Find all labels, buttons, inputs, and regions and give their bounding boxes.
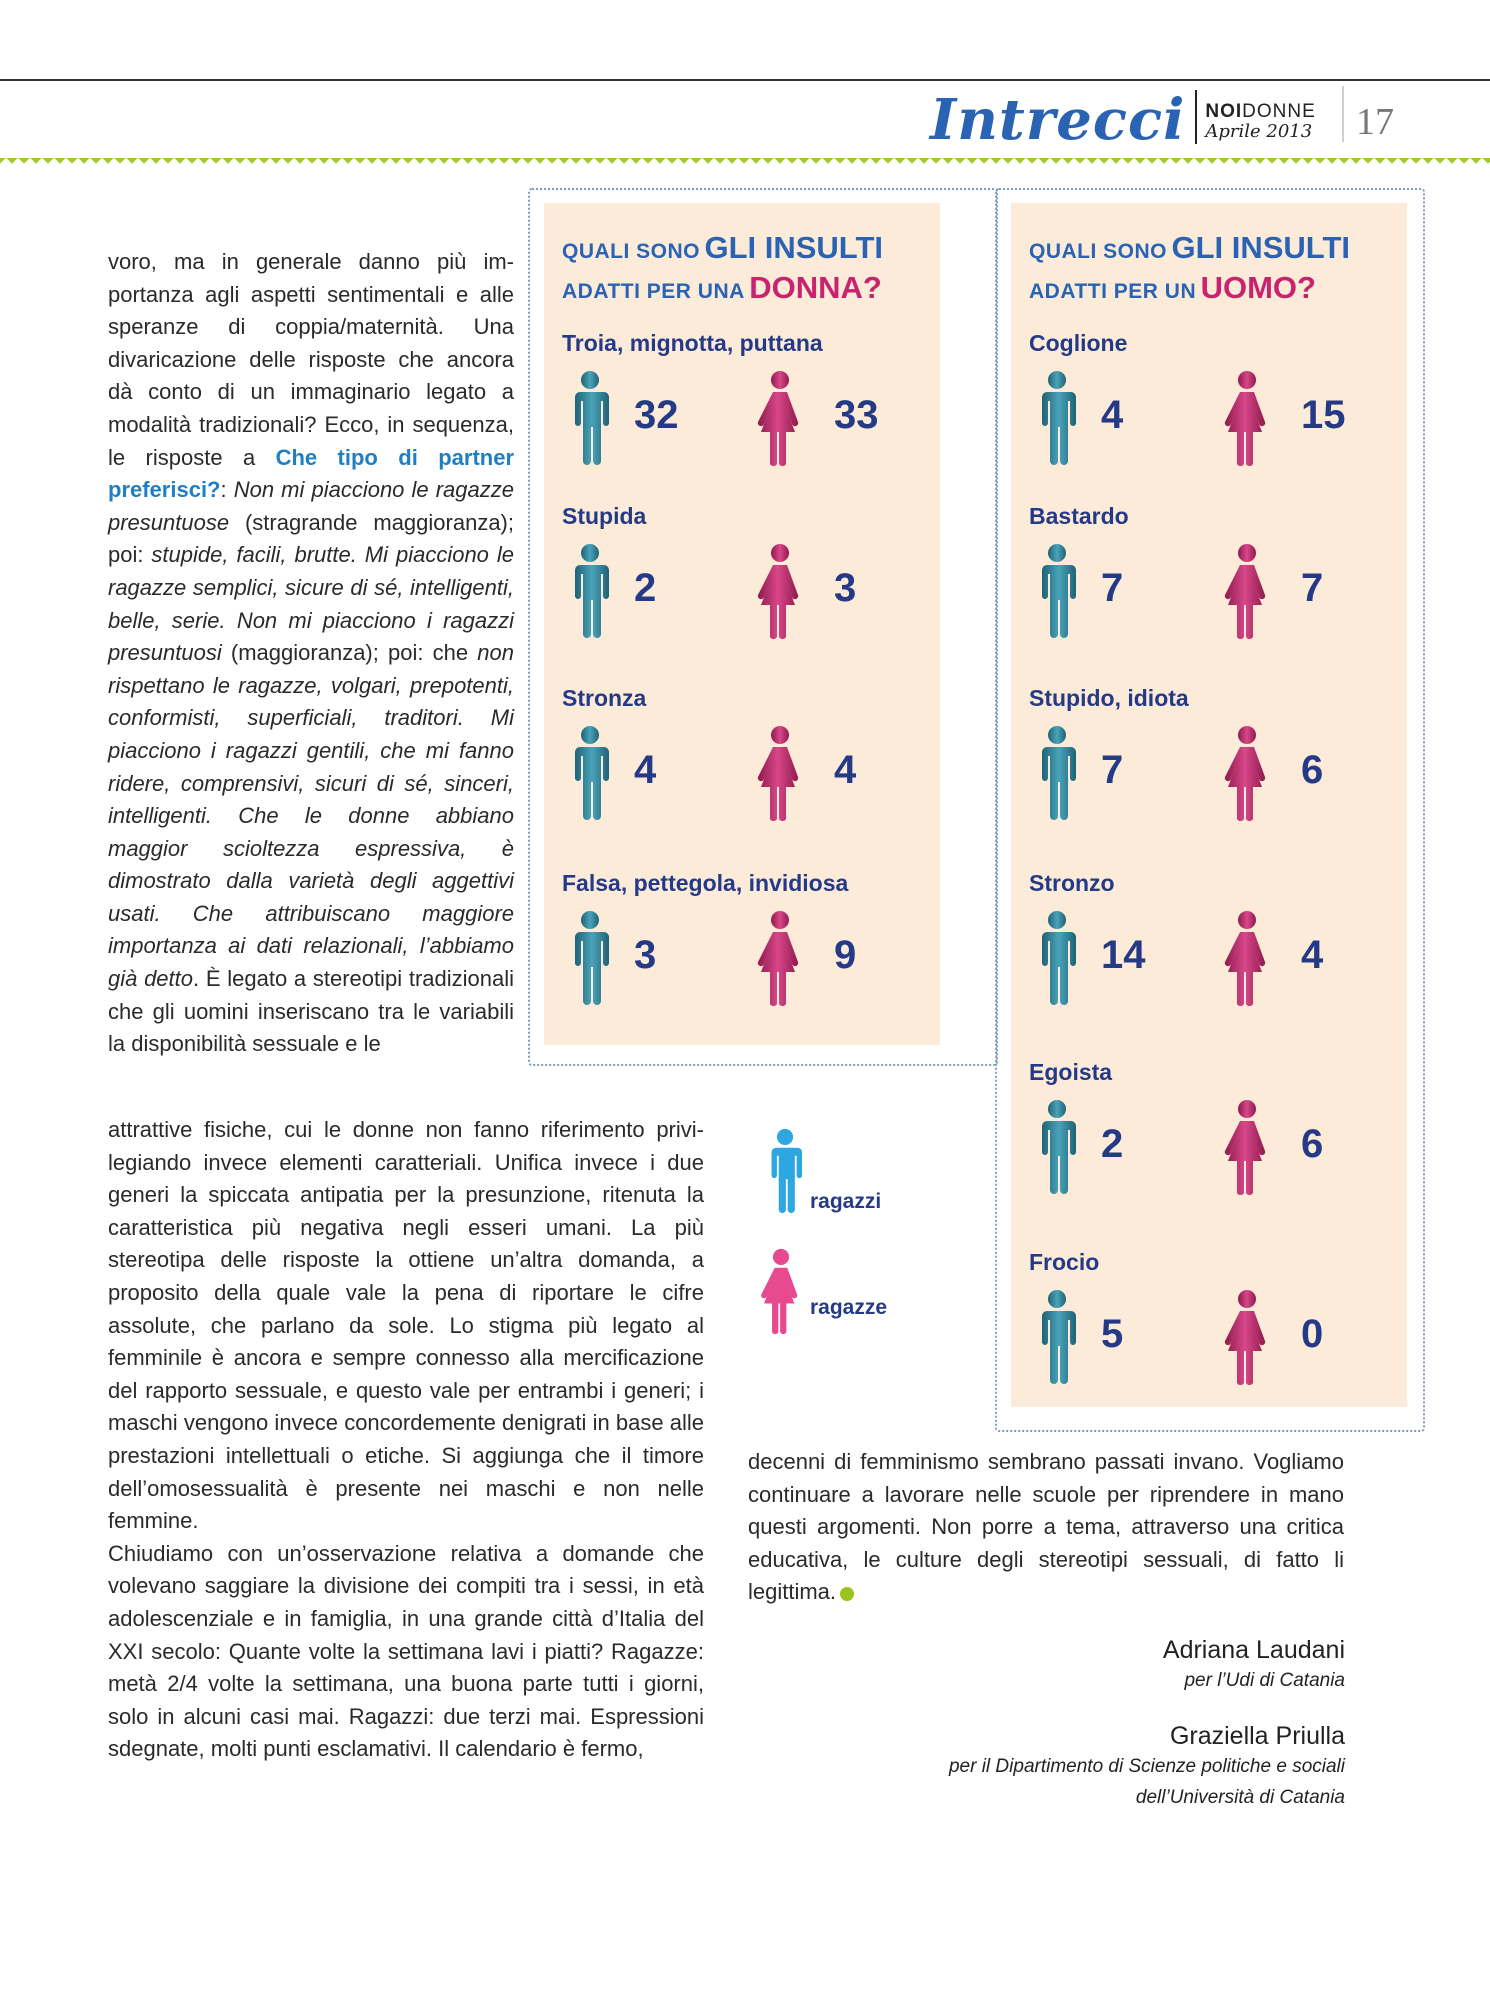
male-count: 7: [1101, 566, 1124, 610]
quoted-answer: Non mi piacciono le ragazze presuntuose: [108, 477, 514, 535]
male-figure-icon: [1031, 370, 1083, 466]
male-figure-icon: [1031, 543, 1083, 639]
female-count: 33: [834, 393, 879, 437]
male-count: 2: [634, 566, 657, 610]
legend-female-icon: [756, 1248, 806, 1334]
female-figure-icon: [1221, 1289, 1273, 1385]
article-column-1: [108, 246, 514, 1061]
male-count: 32: [634, 393, 679, 437]
male-figure-icon: [564, 910, 616, 1006]
female-figure-icon: [1221, 910, 1273, 1006]
insult-label: Coglione: [1029, 330, 1128, 356]
male-count: 3: [634, 933, 657, 977]
female-count: 7: [1301, 566, 1324, 610]
article-column-2-end: [748, 1446, 1344, 1609]
female-count: 6: [1301, 748, 1324, 792]
male-count: 4: [634, 748, 657, 792]
article-text: :: [220, 477, 234, 503]
female-count: 4: [1301, 933, 1324, 977]
insult-label: Bastardo: [1029, 503, 1129, 529]
male-figure-icon: [1031, 725, 1083, 821]
header-rule: [0, 79, 1490, 81]
article-column-1-lower: [108, 1114, 704, 1766]
male-count: 14: [1101, 933, 1146, 977]
insult-label: Frocio: [1029, 1249, 1100, 1275]
female-figure-icon: [754, 370, 806, 466]
male-figure-icon: [1031, 1099, 1083, 1195]
legend-male-label: ragazzi: [810, 1190, 882, 1213]
insult-label: Egoista: [1029, 1059, 1113, 1085]
article-paragraph: Chiudiamo con un’osservazione relativa a domande che volevano saggiare la divisione dei compiti tra i sessi, in età adolescenziale e in famiglia, in una grande città d’Italia del XXI secolo: Quante volte la settimana lavi i piatti? Ragazze: metà 2/4 volte la settimana, una buona parte tutti i giorni, solo in alcuni casi mai. Ragazzi: due terzi mai. Espressioni sdegnate, molti punti esclamativi. Il calendario è fermo,: [108, 1540, 704, 1762]
female-count: 3: [834, 566, 857, 610]
signature-2: [949, 1722, 1345, 1813]
section-title: Intrecci: [930, 87, 1186, 153]
article-paragraph: decenni di femminismo sembrano passati invano. Vogliamo continuare a lavorare nelle scuole per riprendere in mano questi argomenti. Non porre a tema, attraverso una critica educativa, le culture degli stereotipi sessuali, di fatto li legittima.: [748, 1449, 1344, 1605]
female-count: 6: [1301, 1122, 1324, 1166]
female-figure-icon: [1221, 725, 1273, 821]
male-figure-icon: [564, 370, 616, 466]
header-brand: [930, 86, 1316, 153]
insult-label: Stupido, idiota: [1029, 685, 1189, 711]
question-highlight: Che tipo di partner preferisci?: [108, 444, 515, 503]
article-text: (stragrande maggioranza); poi:: [108, 509, 514, 568]
male-count: 5: [1101, 1312, 1124, 1356]
male-figure-icon: [564, 725, 616, 821]
page-number: 17: [1356, 101, 1394, 143]
female-figure-icon: [754, 543, 806, 639]
insult-label: Stronzo: [1029, 870, 1115, 896]
infographic-men: [1011, 203, 1407, 1407]
signature-1: [1163, 1636, 1345, 1696]
female-count: 15: [1301, 393, 1346, 437]
female-count: 9: [834, 933, 857, 977]
article-text: (maggioranza); poi: che: [221, 640, 478, 666]
insult-label: Stronza: [562, 685, 647, 711]
infographic-women: [544, 203, 940, 1045]
legend-male-icon: [760, 1128, 810, 1214]
magazine-name: NOIDONNE: [1205, 101, 1316, 122]
issue-date: Aprile 2013: [1205, 121, 1313, 142]
female-figure-icon: [1221, 370, 1273, 466]
male-figure-icon: [564, 543, 616, 639]
male-figure-icon: [1031, 910, 1083, 1006]
author-name: Adriana Laudani: [1162, 1636, 1345, 1664]
author-name: Graziella Priulla: [1169, 1722, 1345, 1750]
female-figure-icon: [1221, 1099, 1273, 1195]
male-count: 4: [1101, 393, 1124, 437]
female-figure-icon: [754, 910, 806, 1006]
insult-label: Troia, mignotta, puttana: [562, 330, 823, 356]
insult-label: Stupida: [562, 503, 647, 529]
quoted-answer: stupide, facili, brutte. Mi piacciono le ragazze semplici, sicure di sé, intelligenti, belle, serie. Non mi piacciono i ragazzi presuntuosi: [108, 542, 514, 666]
female-count: 4: [834, 748, 857, 792]
author-role: per l’Udi di Catania: [1184, 1670, 1345, 1691]
author-role: per il Dipartimento di Scienze politiche e sociali: [948, 1756, 1345, 1777]
article-text: . È legato a stereotipi tradizionali che gli uomini inseriscano tra le variabili la disponibilità sessuale e le: [108, 966, 514, 1057]
female-figure-icon: [754, 725, 806, 821]
article-paragraph: [108, 246, 514, 1061]
end-mark-icon: [840, 1587, 854, 1601]
male-count: 7: [1101, 748, 1124, 792]
insult-label: Falsa, pettegola, invidiosa: [562, 870, 849, 896]
male-count: 2: [1101, 1122, 1124, 1166]
article-paragraph: attrattive fisiche, cui le donne non fanno riferimento privilegiando invece elementi caratteriali. Unifica invece i due generi la spiccata antipatia per la presunzione, ritenuta la caratteristica più negativa negli esseri umani. La più stereotipa delle risposte la ottiene un’altra domanda, a proposito della quale vale la pena di riportare le cifre assolute, che parlano da sole. Lo stigma più legato al femminile è ancora e sempre connesso alla mercificazione del rapporto sessuale, e questo vale per entrambi i generi; i maschi vengono invece concordemente denigrati in base alle prestazioni intellettuali o etiche. Si aggiunga che il timore dell’omosessualità è presente nei maschi e non nelle femmine.: [108, 1117, 704, 1534]
female-figure-icon: [1221, 543, 1273, 639]
author-role: dell’Università di Catania: [1135, 1787, 1345, 1808]
quoted-answer: non rispettano le ragazze, volgari, prepotenti, conformisti, superficiali, traditori. Mi piacciono i ragazzi gentili, che mi fanno ridere, comprensivi, sicuri di sé, sinceri, intelligenti. Che le donne abbiano maggior scioltezza espressiva, è dimostrato dalla varietà degli aggettivi usati. Che attribuiscano maggiore importanza ai dati relazionali, l’abbiamo già detto: [108, 640, 514, 992]
female-count: 0: [1301, 1312, 1324, 1356]
decorative-zigzag-border: [0, 158, 1490, 170]
male-figure-icon: [1031, 1289, 1083, 1385]
infographic-women-title: QUALI SONO GLI INSULTI ADATTI PER UNA DONNA?: [562, 230, 883, 305]
page-number-separator: [1342, 86, 1344, 142]
infographic-men-title: QUALI SONO GLI INSULTI ADATTI PER UN UOMO?: [1029, 230, 1350, 305]
header-separator: [1195, 90, 1197, 144]
article-text: voro, ma in generale danno più importanza agli aspetti sentimentali e alle speranze di coppia/maternità. Una divaricazione delle risposte che ancora dà conto di un immaginario legato a modalità tradizionali? Ecco, in sequenza, le risposte a: [108, 249, 514, 470]
legend-female-label: ragazze: [810, 1296, 888, 1319]
